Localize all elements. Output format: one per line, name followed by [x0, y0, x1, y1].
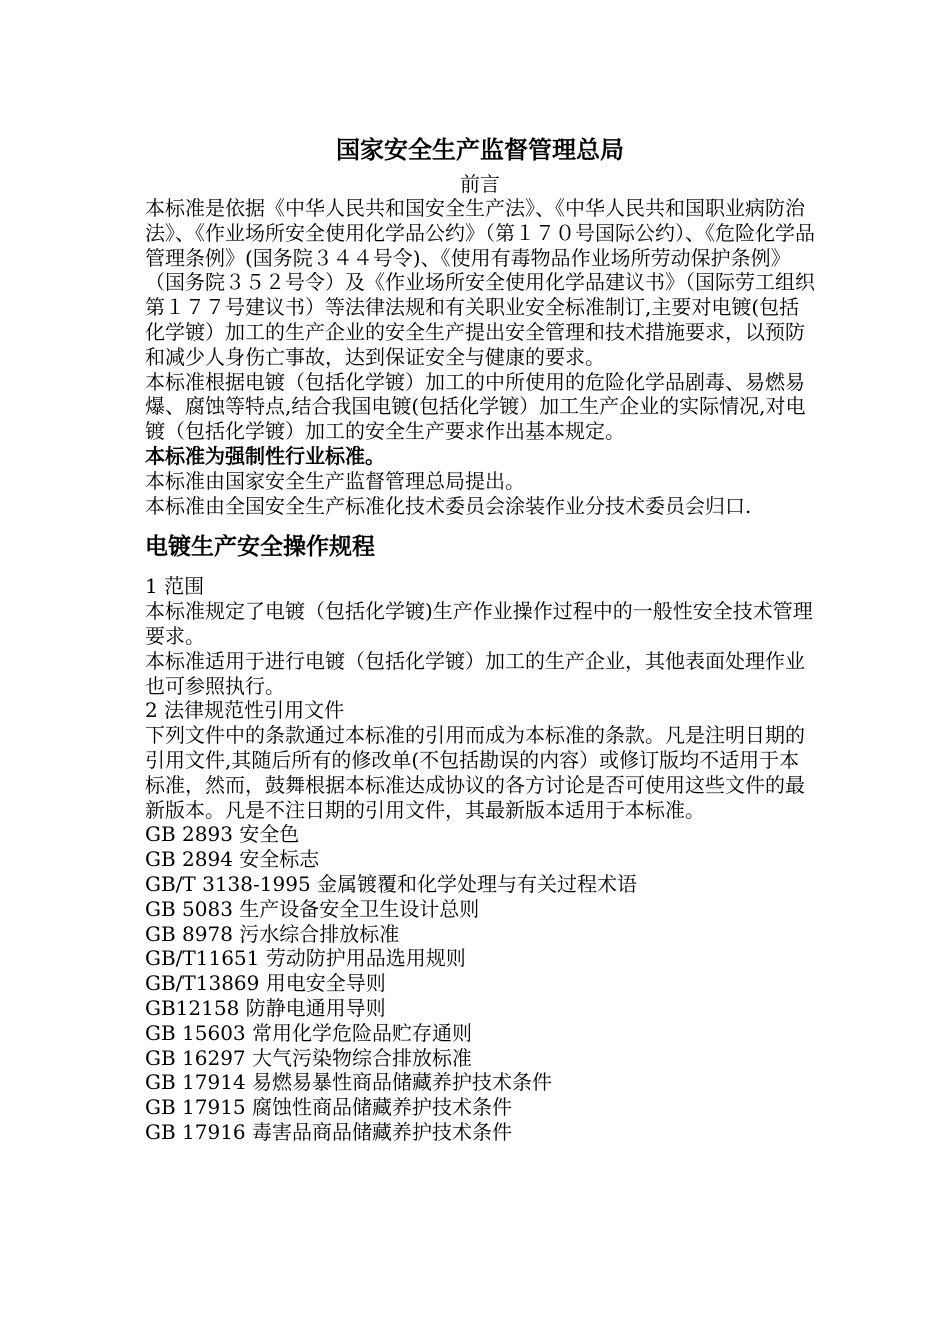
reference-item: GB 15603 常用化学危险品贮存通则 [145, 1020, 473, 1045]
reference-item: GB 8978 污水综合排放标准 [145, 921, 400, 946]
section-2-intro: 下列文件中的条款通过本标准的引用而成为本标准的条款。凡是注明日期的引用文件,其随后所有的修改单(不包括勘误的内容）或修订版均不适用于本标准，然而，鼓舞根据本标准达成协议的各方讨论是否可使用这些文件的最新版本。凡是不注日期的引用文件，其最新版本适用于本标准。 [145, 723, 805, 822]
reference-item: GB/T13869 用电安全导则 [145, 971, 386, 996]
preface-paragraph-1: 本标准是依据《中华人民共和国安全生产法》、《中华人民共和国职业病防治法》、《作业场所安全使用化学品公约》（第１７０号国际公约）、《危险化学品管理条例》(国务院３４４号令)、《使用有毒物品作业场所劳动保护条例》（国务院３５２号令）及《作业场所安全使用化学品建议书》（国际劳工组织第１７７号建议书）等法律法规和有关职业安全标准制订,主要对电镀(包括化学镀）加工的生产企业的安全生产提出安全管理和技术措施要求，以预防和减少人身伤亡事故，达到保证安全与健康的要求。 [145, 196, 815, 369]
document-body [145, 128, 815, 1145]
reference-item: GB 17914 易燃易暴性商品储藏养护技术条件 [145, 1070, 553, 1095]
section-2-heading: 2 法律规范性引用文件 [145, 698, 345, 723]
reference-item: GB 17916 毒害品商品储藏养护技术条件 [145, 1119, 513, 1144]
centralized-by-statement: 本标准由全国安全生产标准化技术委员会涂装作业分技术委员会归口. [145, 493, 752, 518]
reference-item: GB/T11651 劳动防护用品选用规则 [145, 946, 466, 971]
preface-heading: 前言 [460, 172, 500, 196]
reference-item: GB/T 3138-1995 金属镀覆和化学处理与有关过程术语 [145, 871, 638, 896]
reference-item: GB 17915 腐蚀性商品储藏养护技术条件 [145, 1095, 513, 1120]
reference-item: GB 16297 大气污染物综合排放标准 [145, 1045, 473, 1070]
section-1-paragraph-2: 本标准适用于进行电镀（包括化学镀）加工的生产企业，其他表面处理作业也可参照执行。 [145, 648, 805, 698]
preface-paragraph-2: 本标准根据电镀（包括化学镀）加工的中所使用的危险化学品剧毒、易燃易爆、腐蚀等特点,结合我国电镀(包括化学镀）加工生产企业的实际情况,对电镀（包括化学镀）加工的安全生产要求作出基本规定。 [145, 369, 806, 444]
reference-list [145, 822, 815, 1144]
reference-item: GB12158 防静电通用导则 [145, 995, 386, 1020]
section-title: 电镀生产安全操作规程 [145, 534, 375, 561]
proposed-by-statement: 本标准由国家安全生产监督管理总局提出。 [145, 468, 525, 493]
reference-item: GB 5083 生产设备安全卫生设计总则 [145, 896, 480, 921]
section-1-paragraph-1: 本标准规定了电镀（包括化学镀)生产作业操作过程中的一般性安全技术管理要求。 [145, 599, 813, 648]
document-title: 国家安全生产监督管理总局 [336, 136, 624, 164]
reference-item: GB 2893 安全色 [145, 822, 300, 847]
reference-item: GB 2894 安全标志 [145, 847, 320, 872]
section-1-heading: 1 范围 [145, 574, 205, 599]
mandatory-statement: 本标准为强制性行业标准。 [145, 443, 385, 468]
